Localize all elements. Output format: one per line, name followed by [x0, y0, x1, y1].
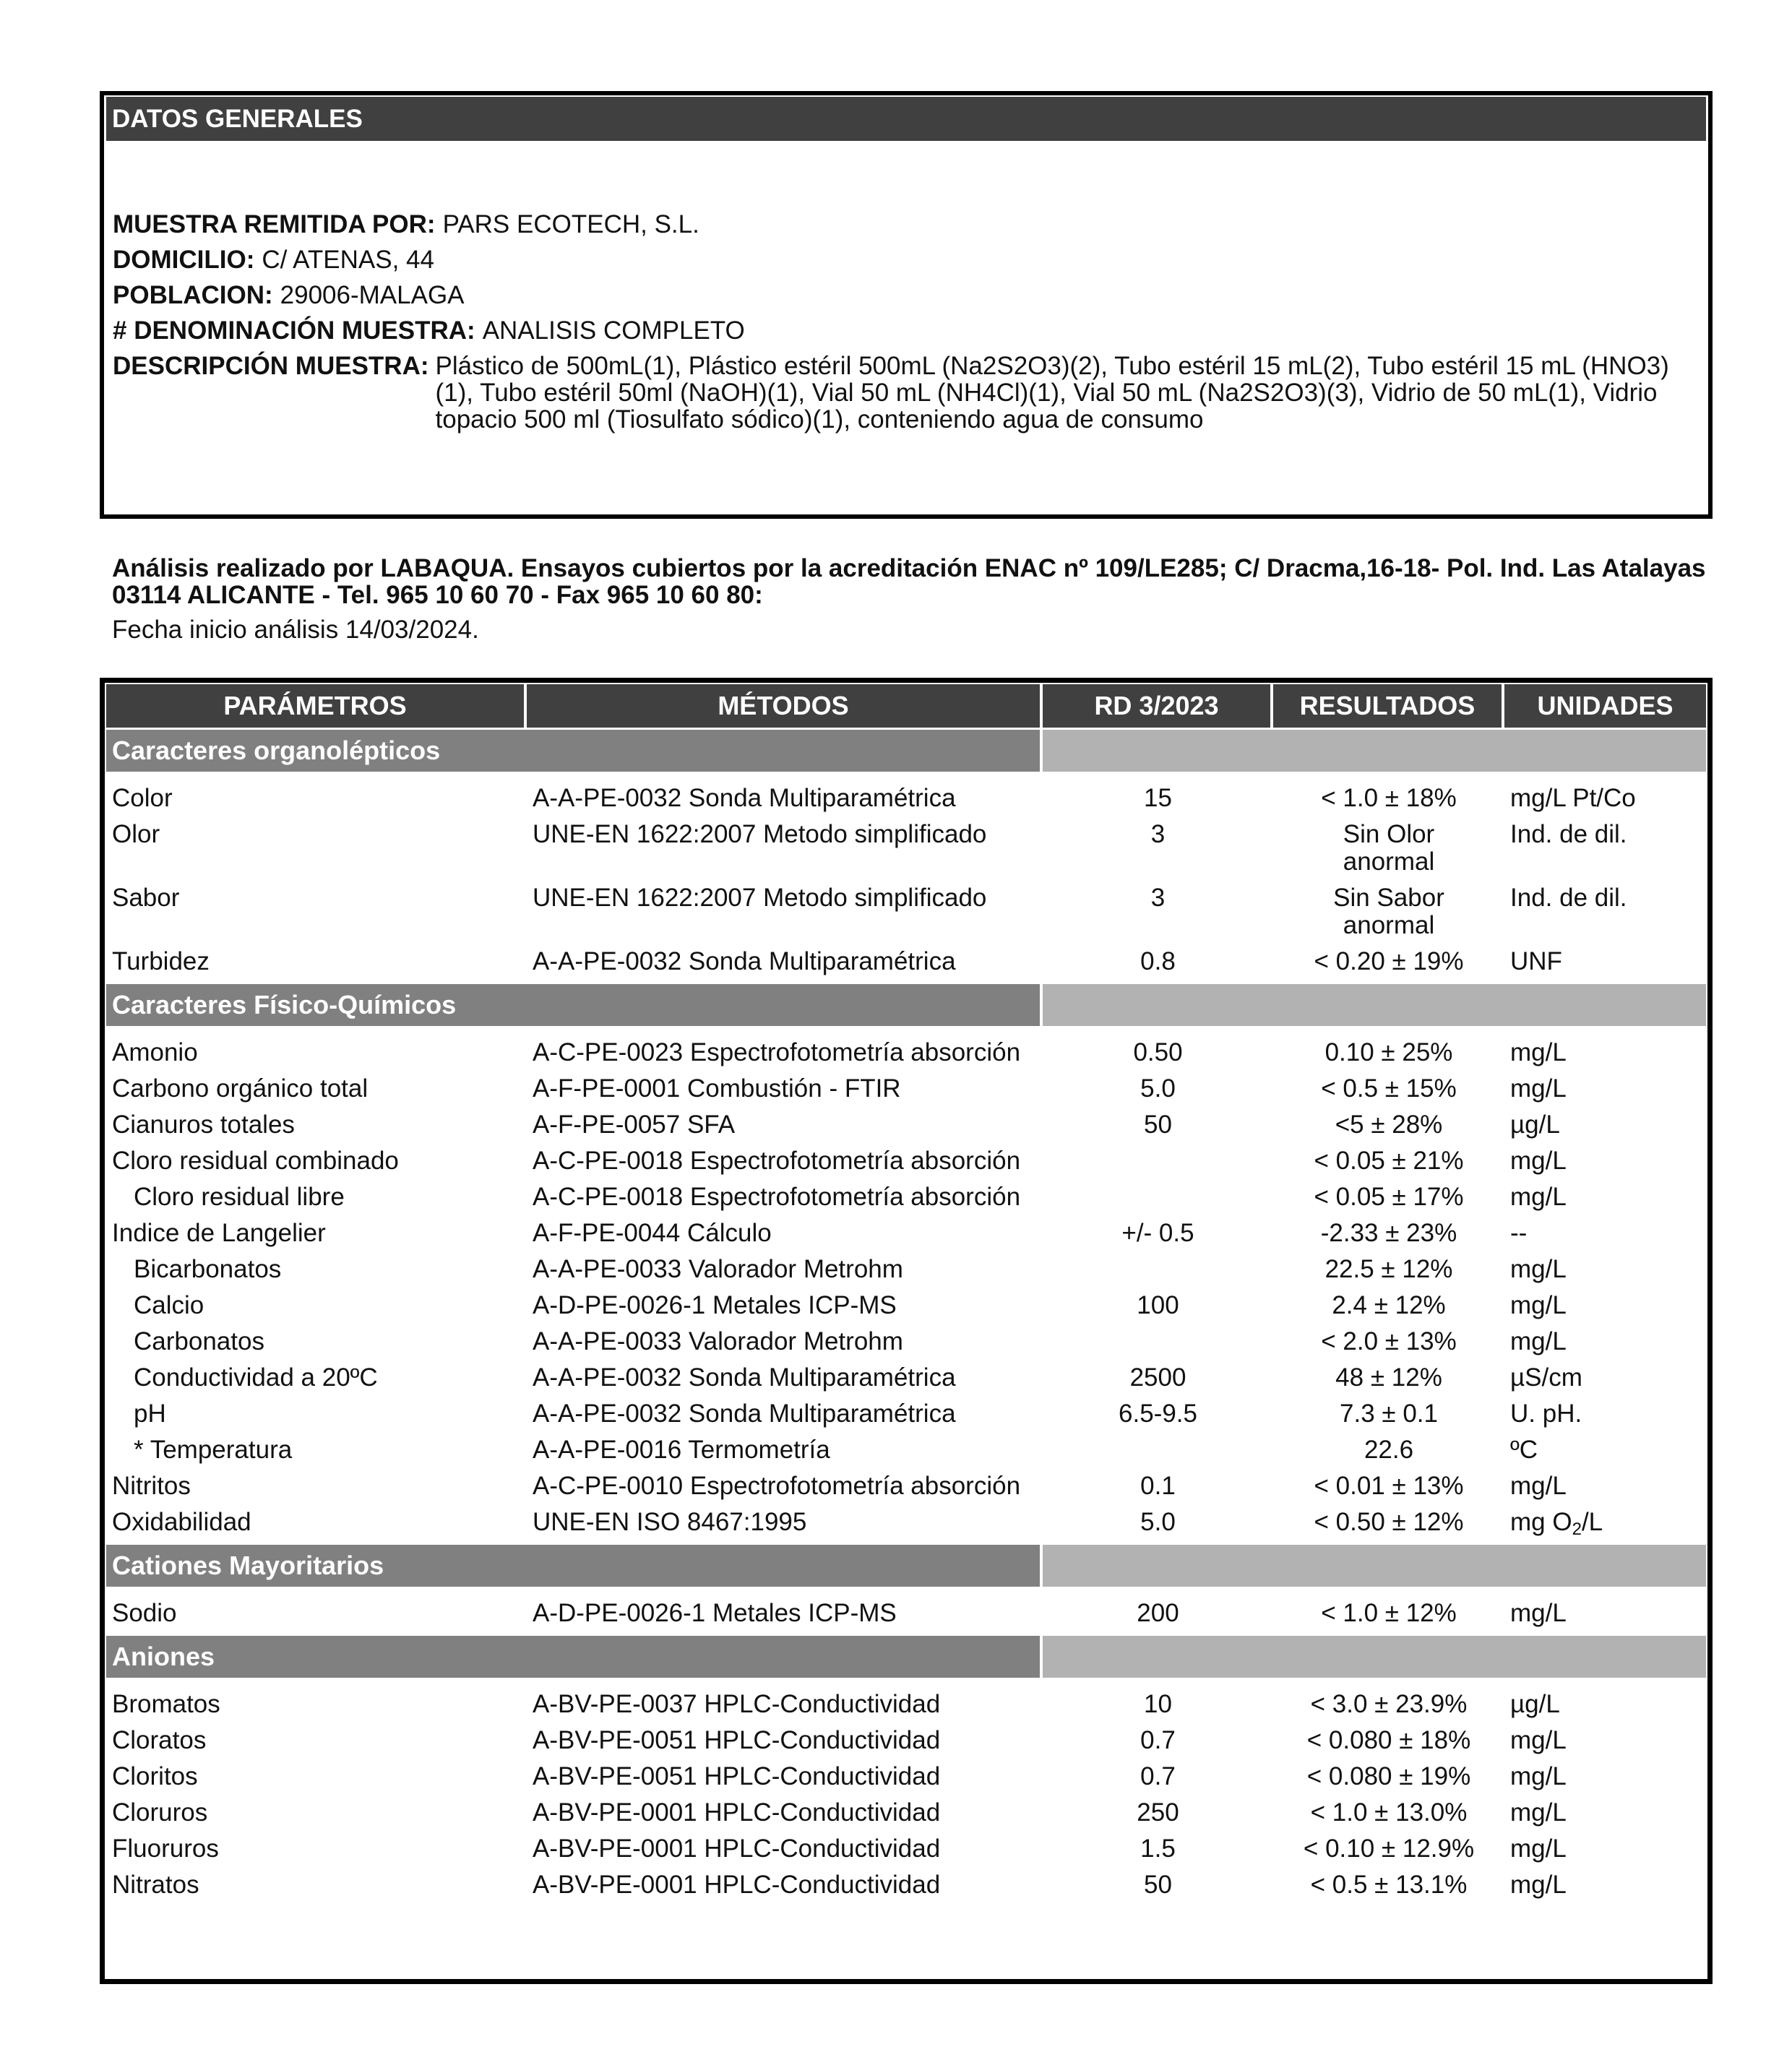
- parameter-cell: Conductividad a 20ºC: [134, 1363, 378, 1392]
- result-cell: [1273, 821, 1504, 876]
- result-cell: 7.3 ± 0.1: [1340, 1400, 1438, 1428]
- field-town-label: POBLACION:: [113, 281, 273, 309]
- limit-cell: 5.0: [1140, 1074, 1176, 1103]
- column-header-units: UNIDADES: [1504, 684, 1706, 728]
- result-cell: < 0.05 ± 17%: [1314, 1183, 1464, 1211]
- parameter-cell: Cloruros: [112, 1798, 208, 1827]
- parameter-cell: Nitratos: [112, 1871, 199, 1899]
- limit-cell: [1043, 1328, 1273, 1355]
- table-header: [106, 684, 1706, 728]
- method-cell: A-A-PE-0032 Sonda Multiparamétrica: [533, 947, 956, 975]
- limit-cell: 5.0: [1140, 1508, 1176, 1536]
- result-cell: < 0.080 ± 18%: [1306, 1726, 1471, 1754]
- method-cell: A-A-PE-0016 Termometría: [533, 1436, 830, 1464]
- method-cell: A-F-PE-0044 Cálculo: [533, 1219, 772, 1247]
- result-cell: 48 ± 12%: [1335, 1363, 1442, 1392]
- limit-cell: 3: [1150, 820, 1166, 848]
- method-cell: UNE-EN 1622:2007 Metodo simplificado: [533, 884, 987, 912]
- field-sample-description-value: Plástico de 500mL(1), Plástico estéril 500mL (Na2S2O3)(2), Tubo estéril 15 mL(2), Tubo estéril 15 mL (HNO3)(1), Tubo estéril 50ml (NaOH)(1), Vial 50 mL (NH4Cl)(1), Vial 50 mL (Na2S2O3)(3), Vidrio de 50 mL(1), Vidrio topacio 500 ml (Tiosulfato sódico)(1), conteniendo agua de consumo: [435, 352, 1669, 434]
- field-sender: [113, 211, 1700, 238]
- unit-text: mg O: [1510, 1508, 1572, 1536]
- unit-cell: [1504, 1508, 1706, 1539]
- limit-cell: 50: [1144, 1111, 1172, 1139]
- unit-cell: mg/L: [1510, 1327, 1567, 1355]
- limit-cell: 2500: [1129, 1363, 1186, 1392]
- result-text: Sin Sabor anormal: [1333, 884, 1444, 939]
- method-cell: A-BV-PE-0001 HPLC-Conductividad: [533, 1835, 941, 1863]
- limit-cell: [1043, 1147, 1273, 1175]
- limit-cell: 50: [1144, 1871, 1172, 1899]
- unit-cell: mg/L: [1510, 1255, 1567, 1283]
- limit-cell: 250: [1137, 1798, 1179, 1827]
- section-header: [106, 730, 1706, 772]
- parameter-cell: Olor: [112, 820, 160, 848]
- table-row: [106, 1763, 1706, 1799]
- limit-cell: [1043, 1256, 1273, 1283]
- result-text: Sin Olor anormal: [1343, 820, 1435, 876]
- result-cell: < 0.080 ± 19%: [1306, 1762, 1471, 1790]
- limit-cell: +/- 0.5: [1121, 1219, 1194, 1247]
- parameter-cell: Color: [112, 784, 173, 812]
- unit-subscript: 2: [1572, 1519, 1582, 1539]
- section-fill: [1043, 984, 1706, 1026]
- results-table: [100, 678, 1713, 1984]
- parameter-cell: Calcio: [134, 1291, 204, 1319]
- result-cell: < 0.01 ± 13%: [1314, 1472, 1464, 1500]
- column-header-methods: MÉTODOS: [527, 684, 1043, 728]
- result-cell: 22.5 ± 12%: [1324, 1255, 1453, 1283]
- table-row: [106, 1328, 1706, 1364]
- column-header-parameters: PARÁMETROS: [106, 684, 527, 728]
- parameter-cell: Amonio: [112, 1038, 198, 1066]
- analysis-start-date: Fecha inicio análisis 14/03/2024.: [112, 616, 479, 644]
- unit-cell: mg/L: [1510, 1726, 1567, 1754]
- section-title: Aniones: [106, 1636, 1043, 1678]
- unit-cell: mg/L: [1510, 1472, 1567, 1500]
- unit-cell: ºC: [1510, 1436, 1538, 1464]
- table-row: [106, 821, 1706, 884]
- parameter-cell: Oxidabilidad: [112, 1508, 251, 1536]
- method-cell: A-A-PE-0033 Valorador Metrohm: [533, 1327, 903, 1355]
- unit-cell: µS/cm: [1510, 1363, 1582, 1392]
- parameter-cell: Turbidez: [112, 947, 210, 975]
- method-cell: A-C-PE-0023 Espectrofotometría absorción: [533, 1038, 1021, 1066]
- limit-cell: 0.8: [1140, 947, 1176, 975]
- unit-cell: Ind. de dil.: [1510, 884, 1627, 912]
- result-cell: < 0.10 ± 12.9%: [1303, 1835, 1475, 1863]
- table-row: [106, 1509, 1706, 1545]
- unit-text: /L: [1581, 1508, 1603, 1536]
- table-row: [106, 948, 1706, 984]
- parameter-cell: Cloro residual libre: [134, 1183, 345, 1211]
- field-sample-name-value: ANALISIS COMPLETO: [482, 316, 745, 345]
- unit-cell: mg/L: [1510, 1183, 1567, 1211]
- table-row: [106, 1256, 1706, 1292]
- method-cell: UNE-EN 1622:2007 Metodo simplificado: [533, 820, 987, 848]
- table-body: [106, 730, 1706, 1907]
- parameter-cell: Carbonatos: [134, 1327, 264, 1355]
- result-cell: 0.10 ± 25%: [1324, 1038, 1453, 1066]
- result-cell: < 0.20 ± 19%: [1314, 947, 1464, 975]
- table-row: [106, 1184, 1706, 1220]
- section-title: Cationes Mayoritarios: [106, 1545, 1043, 1587]
- parameter-cell: Bicarbonatos: [134, 1255, 282, 1283]
- general-data-box: [100, 91, 1713, 519]
- table-row: [106, 1075, 1706, 1111]
- field-sample-name: [113, 317, 1700, 345]
- method-cell: A-A-PE-0033 Valorador Metrohm: [533, 1255, 903, 1283]
- method-cell: A-BV-PE-0051 HPLC-Conductividad: [533, 1726, 941, 1754]
- limit-cell: 10: [1144, 1690, 1172, 1718]
- table-row: [106, 1364, 1706, 1400]
- result-cell: <5 ± 28%: [1335, 1111, 1443, 1139]
- parameter-cell: Indice de Langelier: [112, 1219, 326, 1247]
- table-row: [106, 1292, 1706, 1328]
- table-row: [106, 1600, 1706, 1636]
- unit-cell: mg/L: [1510, 1147, 1567, 1175]
- unit-cell: µg/L: [1510, 1111, 1560, 1139]
- field-address-value: C/ ATENAS, 44: [262, 246, 434, 274]
- table-row: [106, 1111, 1706, 1147]
- result-cell: < 2.0 ± 13%: [1321, 1327, 1457, 1355]
- table-row: [106, 1436, 1706, 1473]
- method-cell: A-D-PE-0026-1 Metales ICP-MS: [533, 1599, 897, 1627]
- unit-cell: Ind. de dil.: [1510, 820, 1627, 848]
- table-row: [106, 1400, 1706, 1436]
- method-cell: A-BV-PE-0001 HPLC-Conductividad: [533, 1798, 941, 1827]
- table-row: [106, 785, 1706, 821]
- section-header: [106, 984, 1706, 1026]
- limit-cell: 0.50: [1133, 1038, 1183, 1066]
- result-cell: [1273, 884, 1504, 939]
- limit-cell: 0.1: [1140, 1472, 1176, 1500]
- parameter-cell: Carbono orgánico total: [112, 1074, 369, 1103]
- field-town-value: 29006-MALAGA: [280, 281, 465, 309]
- table-row: [106, 1039, 1706, 1075]
- unit-cell: mg/L: [1510, 1038, 1567, 1066]
- parameter-cell: Cloro residual combinado: [112, 1147, 399, 1175]
- limit-cell: 6.5-9.5: [1119, 1400, 1197, 1428]
- limit-cell: 0.7: [1140, 1726, 1176, 1754]
- method-cell: A-BV-PE-0051 HPLC-Conductividad: [533, 1762, 941, 1790]
- limit-cell: 0.7: [1140, 1762, 1176, 1790]
- parameter-cell: Sodio: [112, 1599, 177, 1627]
- method-cell: A-C-PE-0018 Espectrofotometría absorción: [533, 1147, 1021, 1175]
- unit-cell: mg/L: [1510, 1835, 1567, 1863]
- table-row: [106, 1727, 1706, 1763]
- limit-cell: 100: [1137, 1291, 1179, 1319]
- table-row: [106, 1799, 1706, 1835]
- parameter-cell: * Temperatura: [134, 1436, 293, 1464]
- unit-cell: UNF: [1510, 947, 1562, 975]
- field-address: [113, 246, 1700, 274]
- table-row: [106, 1835, 1706, 1871]
- section-title: Caracteres Físico-Químicos: [106, 984, 1043, 1026]
- method-cell: A-BV-PE-0037 HPLC-Conductividad: [533, 1690, 941, 1718]
- method-cell: UNE-EN ISO 8467:1995: [533, 1508, 807, 1536]
- section-fill: [1043, 730, 1706, 772]
- result-cell: < 3.0 ± 23.9%: [1310, 1690, 1468, 1718]
- result-cell: 2.4 ± 12%: [1332, 1291, 1446, 1319]
- unit-cell: mg/L Pt/Co: [1510, 784, 1636, 812]
- table-row: [106, 1473, 1706, 1509]
- unit-cell: µg/L: [1510, 1690, 1560, 1718]
- parameter-cell: Cloritos: [112, 1762, 198, 1790]
- column-header-results: RESULTADOS: [1273, 684, 1504, 728]
- table-row: [106, 1871, 1706, 1907]
- method-cell: A-A-PE-0032 Sonda Multiparamétrica: [533, 1400, 956, 1428]
- limit-cell: 3: [1150, 884, 1166, 912]
- section-fill: [1043, 1545, 1706, 1587]
- field-sender-label: MUESTRA REMITIDA POR:: [113, 210, 436, 238]
- field-town: [113, 282, 1700, 309]
- field-sample-description-label: DESCRIPCIÓN MUESTRA:: [113, 352, 429, 380]
- limit-cell: [1043, 1184, 1273, 1211]
- parameter-cell: Nitritos: [112, 1472, 191, 1500]
- limit-cell: 1.5: [1140, 1835, 1176, 1863]
- parameter-cell: Cianuros totales: [112, 1111, 295, 1139]
- field-sender-value: PARS ECOTECH, S.L.: [442, 210, 699, 238]
- result-cell: < 0.5 ± 13.1%: [1310, 1871, 1468, 1899]
- field-address-label: DOMICILIO:: [113, 246, 255, 274]
- section-header: [106, 1545, 1706, 1587]
- section-header: [106, 1636, 1706, 1678]
- result-cell: -2.33 ± 23%: [1320, 1219, 1457, 1247]
- method-cell: A-BV-PE-0001 HPLC-Conductividad: [533, 1871, 941, 1899]
- general-data-header: DATOS GENERALES: [106, 97, 1706, 141]
- lab-accreditation-text: Análisis realizado por LABAQUA. Ensayos cubiertos por la acreditación ENAC nº 109/LE285; C/ Dracma,16-18- Pol. Ind. Las Atalayas 03114 ALICANTE - Tel. 965 10 60 70 - Fax 965 10 60 80:: [112, 554, 1706, 609]
- unit-cell: mg/L: [1510, 1599, 1567, 1627]
- result-cell: < 1.0 ± 13.0%: [1310, 1798, 1468, 1827]
- method-cell: A-D-PE-0026-1 Metales ICP-MS: [533, 1291, 897, 1319]
- result-cell: < 0.50 ± 12%: [1314, 1508, 1464, 1536]
- result-cell: 22.6: [1364, 1436, 1414, 1464]
- general-data-fields: [113, 211, 1700, 441]
- method-cell: A-C-PE-0010 Espectrofotometría absorción: [533, 1472, 1021, 1500]
- table-row: [106, 884, 1706, 948]
- parameter-cell: Cloratos: [112, 1726, 207, 1754]
- field-sample-description: [113, 353, 1700, 433]
- method-cell: A-A-PE-0032 Sonda Multiparamétrica: [533, 784, 956, 812]
- result-cell: < 0.05 ± 21%: [1314, 1147, 1464, 1175]
- method-cell: A-A-PE-0032 Sonda Multiparamétrica: [533, 1363, 956, 1392]
- field-sample-name-label: # DENOMINACIÓN MUESTRA:: [113, 316, 475, 345]
- table-row: [106, 1220, 1706, 1256]
- table-row: [106, 1147, 1706, 1184]
- unit-cell: U. pH.: [1510, 1400, 1582, 1428]
- section-fill: [1043, 1636, 1706, 1678]
- result-cell: < 1.0 ± 18%: [1321, 784, 1457, 812]
- lab-info: [112, 555, 1709, 644]
- column-header-limit: RD 3/2023: [1043, 684, 1273, 728]
- limit-cell: [1043, 1436, 1273, 1464]
- parameter-cell: Bromatos: [112, 1690, 220, 1718]
- result-cell: < 0.5 ± 15%: [1321, 1074, 1457, 1103]
- method-cell: A-F-PE-0057 SFA: [533, 1111, 736, 1139]
- limit-cell: 200: [1137, 1599, 1179, 1627]
- unit-cell: mg/L: [1510, 1762, 1567, 1790]
- method-cell: A-C-PE-0018 Espectrofotometría absorción: [533, 1183, 1021, 1211]
- unit-cell: mg/L: [1510, 1074, 1567, 1103]
- parameter-cell: pH: [134, 1400, 166, 1428]
- method-cell: A-F-PE-0001 Combustión - FTIR: [533, 1074, 901, 1103]
- unit-cell: mg/L: [1510, 1871, 1567, 1899]
- limit-cell: 15: [1144, 784, 1172, 812]
- unit-cell: --: [1510, 1219, 1528, 1247]
- parameter-cell: Fluoruros: [112, 1835, 219, 1863]
- result-cell: < 1.0 ± 12%: [1321, 1599, 1457, 1627]
- section-title: Caracteres organolépticos: [106, 730, 1043, 772]
- unit-cell: mg/L: [1510, 1798, 1567, 1827]
- parameter-cell: Sabor: [112, 884, 180, 912]
- unit-cell: mg/L: [1510, 1291, 1567, 1319]
- table-row: [106, 1691, 1706, 1727]
